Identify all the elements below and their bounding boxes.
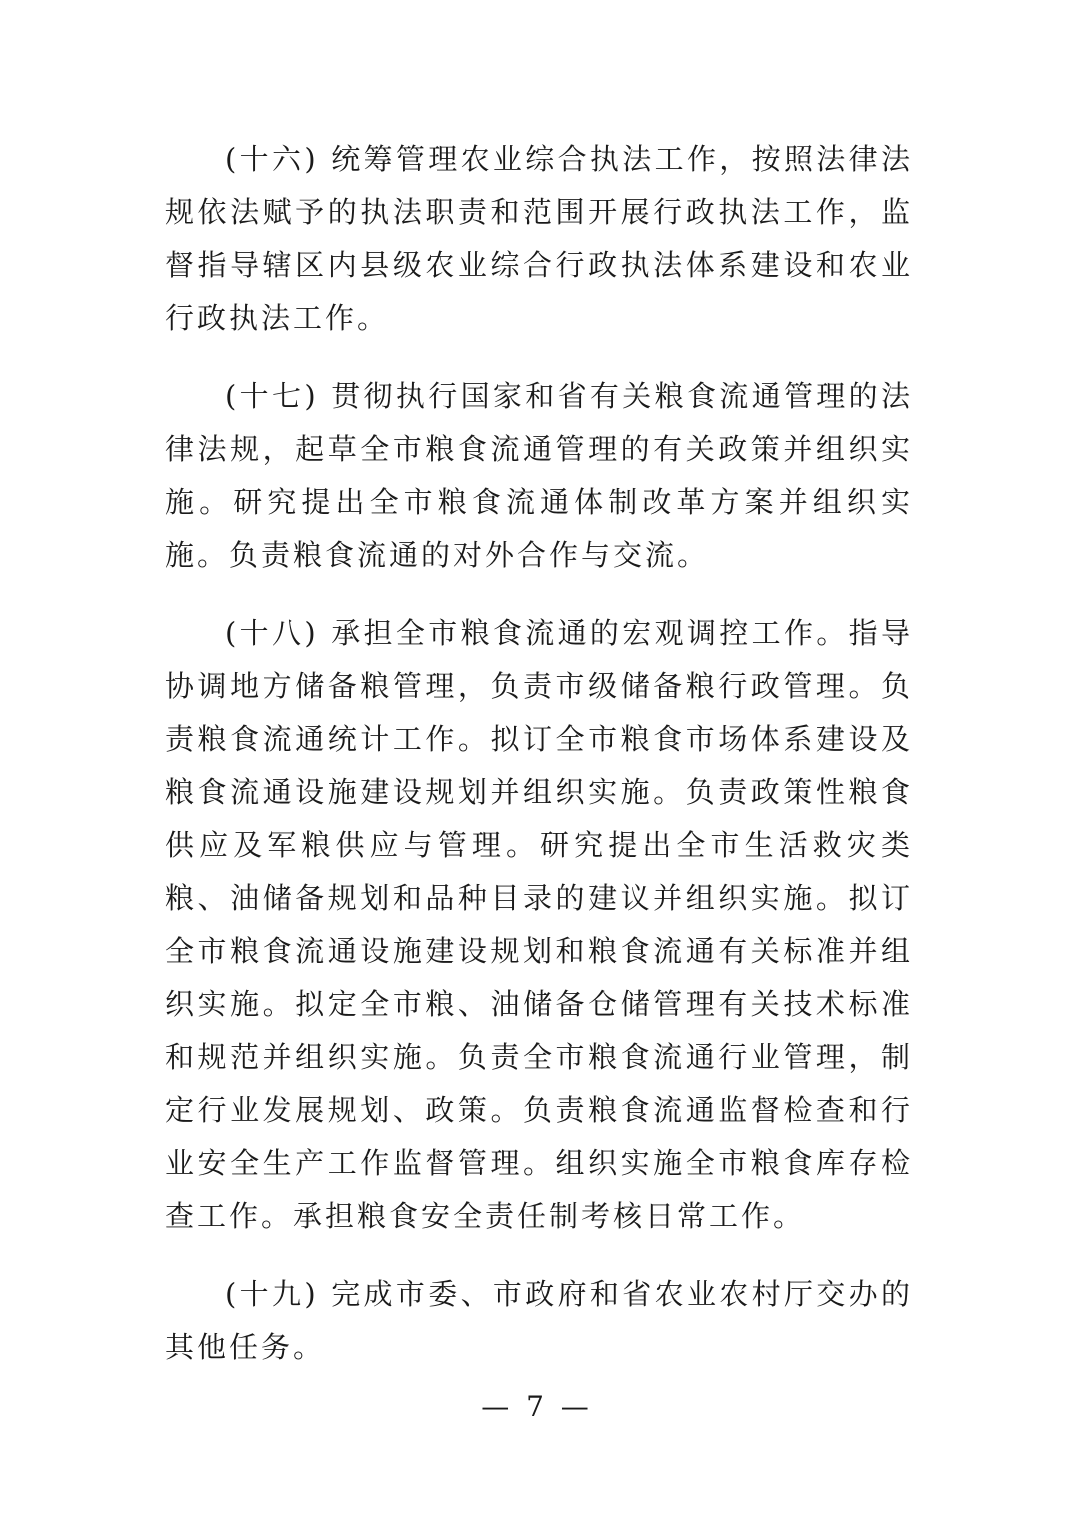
paragraph-17: (十七) 贯彻执行国家和省有关粮食流通管理的法律法规，起草全市粮食流通管理的有关政策并组织实施。研究提出全市粮食流通体制改革方案并组织实施。负责粮食流通的对外合作与交流。	[165, 379, 913, 572]
paragraph-18: (十八) 承担全市粮食流通的宏观调控工作。指导协调地方储备粮管理，负责市级储备粮行政管理。负责粮食流通统计工作。拟订全市粮食市场体系建设及粮食流通设施建设规划并组织实施。负责政策性粮食供应及军粮供应与管理。研究提出全市生活救灾类粮、油储备规划和品种目录的建议并组织实施。拟订全市粮食流通设施建设规划和粮食流通有关标准并组织实施。拟定全市粮、油储备仓储管理有关技术标准和规范并组织实施。负责全市粮食流通行业管理，制定行业发展规划、政策。负责粮食流通监督检查和行业安全生产工作监督管理。组织实施全市粮食库存检查工作。承担粮食安全责任制考核日常工作。	[165, 616, 913, 1233]
paragraph-19: (十九) 完成市委、市政府和省农业农村厅交办的其他任务。	[165, 1277, 913, 1364]
document-body	[165, 133, 913, 1399]
paragraph-16: (十六) 统筹管理农业综合执法工作，按照法律法规依法赋予的执法职责和范围开展行政执法工作，监督指导辖区内县级农业综合行政执法体系建设和农业行政执法工作。	[165, 142, 913, 335]
page-number: — 7 —	[481, 1390, 593, 1423]
